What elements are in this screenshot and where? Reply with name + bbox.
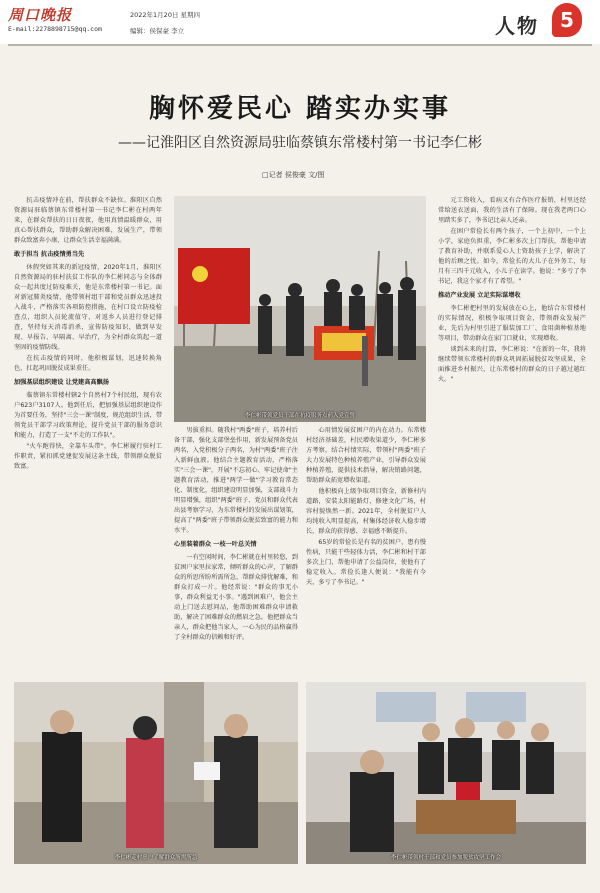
sub-heading: 心里装着群众 一枝一叶总关情 <box>174 541 257 548</box>
paragraph: 65岁的常俭长是有名的贫困户，患有慢性病，只能干些轻体力活，李仁彬和村干部多次上门，帮他申请了公益岗位，使他有了稳定收入。常俭长逢人便说："我能有今天，多亏了李书记。" <box>306 539 426 586</box>
photo-party-oath <box>174 196 426 422</box>
contact-email: E-mail:2278898715@qq.com <box>8 25 102 33</box>
editors-line: 编辑：侯保豪 李立 <box>130 27 185 35</box>
photo-visiting-villagers <box>14 682 298 864</box>
article-headline: 胸怀爱民心 踏实办实事 <box>148 94 452 124</box>
article-subheadline: ——记淮阳区自然资源局驻临蔡镇东常楼村第一书记李仁彬 <box>118 135 482 151</box>
page-number-badge: 5 <box>552 3 582 37</box>
paragraph: "火车跑得快，全靠车头带"，李仁彬履行驻村工作职责，紧扣抓党建促发展这条主线，带领群众脱贫致富。 <box>14 443 162 470</box>
article-column-3 <box>306 426 426 674</box>
photo-party-oath-image <box>174 196 426 422</box>
paragraph: 李仁彬把村里的发展放在心上，他结合东常楼村的实际情况，积极争取项目资金，带领群众发展产业，先后为村里引进了服装加工厂、食用菌种植基地等项目，带动群众在家门口就业，实现增收。 <box>438 305 586 342</box>
photo-visiting-villagers-image <box>14 682 298 864</box>
paragraph: 谈到未来的打算，李仁彬说："在新的一年，我将继续带领东常楼村的群众巩固拓展脱贫攻坚成果，全面推进乡村振兴，让东常楼村的群众的日子越过越红火。" <box>438 346 586 383</box>
photo-caption: 李仁彬带领村干部和党员参加脱贫攻坚工作会 <box>390 855 502 861</box>
header-divider <box>8 44 592 46</box>
photo-caption: 李仁彬带领党员干部在抗疫服务点前入党宣誓 <box>244 413 356 419</box>
paragraph: 元工资收入，看病又有合作医疗报销，村里还经常给送衣送面，我的生活有了保障。现在我老两口心里踏实多了，李书记比亲人还亲。 <box>438 197 586 224</box>
sub-heading: 敢于担当 抗击疫情勇当先 <box>14 251 85 258</box>
paragraph: 临蔡镇东常楼村辖2个自然村7个村民组，现有农户623户3107人。他到任后，把加强基层组织建设作为首要任务，坚持"三会一课"制度，规范组织生活，带领党员干部学习政策理论，提升党员干部的服务意识和能力，打造了一支"不走的工作队"。 <box>14 392 162 439</box>
photo-work-meeting <box>306 682 586 864</box>
paragraph: 男拔重担。随我村"两委"班子，培养村后备干部，强化支部堡垒作用，新发展预备党员两名，入党积极分子两名，为村"两委"班子注入新鲜血液。他结合主题教育活动，严格落实"三会一课"，开展"不忘初心、牢记使命"主题教育活动，推进"两学一做"学习教育常态化、制度化，组织建设明显加强，支部战斗力明显增强，组织"两委"班子、党员和群众代表出县考察学习，为东常楼村的发展出谋划策，提高了"两委"班子带领群众脱贫致富的能力和水平。 <box>174 427 298 534</box>
paragraph: 心用情发展贫困户的内在动力。东常楼村经济基础差，村民增收渠道少，李仁彬多方考察，结合村情实际，带领村"两委"班子大力发展特色种植养殖产业，引导群众发展种植养殖，提供技术指导，解决销路问题，帮助群众拓宽增收渠道。 <box>306 427 426 484</box>
newspaper-logo: 周口晚报 <box>8 6 73 24</box>
article-column-4 <box>438 196 586 674</box>
article-byline: □记者 侯俊豪 文/图 <box>262 171 325 179</box>
masthead <box>0 0 600 44</box>
paragraph: 在抗击疫情的同时，他积极谋划，迅速转换角色，扛起巩固脱贫成果重任。 <box>14 355 162 372</box>
sub-heading: 加强基层组织建设 让党建高高飘扬 <box>14 379 109 386</box>
photo-work-meeting-image <box>306 682 586 864</box>
paragraph: 在困户常俭长有两个孩子，一个上初中，一个上小学，家庭负担重，李仁彬多次上门帮扶，帮他申请了教育补助，并联系爱心人士资助孩子上学，解决了他的后顾之忧。如今，常俭长的大儿子在外务工，每月有三四千元收入，小儿子在读学。他说："多亏了李书记，我这个家才有了希望。" <box>438 228 586 285</box>
sub-heading: 推动产业发展 立足实际谋增收 <box>438 292 521 299</box>
photo-caption: 李仁彬走村串户了解群众所需所急 <box>114 855 198 861</box>
article-column-1 <box>14 196 162 674</box>
paragraph: 休假突如其来的新冠疫情，2020年1月，淮阳区自然资源局的驻村扶贫工作队的李仁彬同志与全体群众一起共度过防疫难关，他是东常楼村第一书记。面对新冠肺炎疫情，他带领村组干部和党员群众迅速投入战斗，严格落实各项防控措施，在村口设立防疫检查点，组织人员轮流值守，对返乡人员进行登记排查，坚持每天消毒消杀，宣传防疫知识，做到早发现、早报告、早隔离、早治疗，为全村群众筑起一道坚固的疫情防线。 <box>14 264 162 351</box>
issue-date: 2022年1月20日 星期四 <box>130 11 201 19</box>
paragraph: 一有空闲时间，李仁彬就在村里转悠，到贫困户家里拉家常，倾听群众的心声，了解群众的所思所盼所需所急，帮群众排忧解难，和群众打成一片。他经常说："群众的事无小事，群众利益无小事。"遇到困难户，他会主动上门送去慰问品，他帮助困难群众申请救助，解决了困难群众的燃眉之急。他把群众当亲人，群众把他当家人，一心为民的品格赢得了全村群众的信赖和好评。 <box>174 554 298 641</box>
paragraph: 抗击疫情冲在前，帮扶群众不缺位。淮阳区自然资源局驻临蔡镇东常楼村第一书记李仁彬在村两年来，在群众帮扶的日日夜夜，他用真情温暖群众，用真心帮扶群众，帮助群众解决困难，发展生产，带领群众致富奔小康，让群众生活幸福满满。 <box>14 197 162 244</box>
article-column-2 <box>174 426 298 674</box>
paragraph: 他积极向上级争取项目资金，新修村内道路，安装太阳能路灯，修建文化广场，村容村貌焕然一新。2021年，全村脱贫户人均纯收入明显提高，村集体经济收入稳步增长，群众的获得感、幸福感不断提升。 <box>306 488 426 535</box>
section-title: 人物 <box>495 14 539 38</box>
